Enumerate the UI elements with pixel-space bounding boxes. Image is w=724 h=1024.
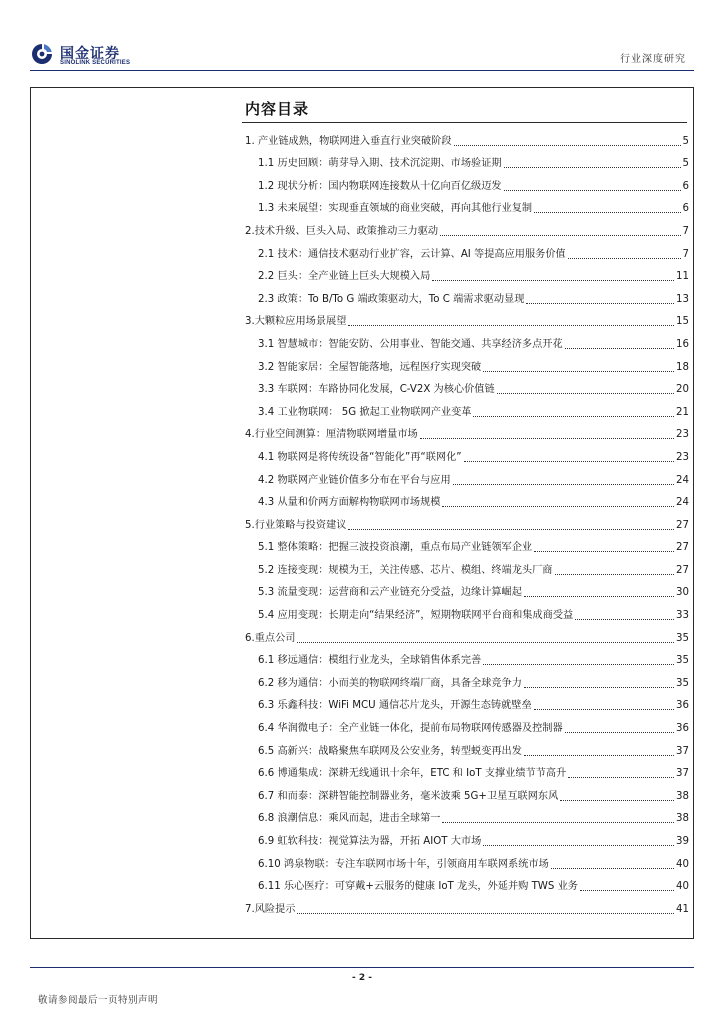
toc-page-number: 24: [676, 474, 689, 486]
toc-chapter-entry[interactable]: [242, 215, 689, 238]
toc-entry-label: 4.行业空间测算：厘清物联网增量市场: [245, 429, 418, 441]
toc-entry-label: 3.3 车联网：车路协同化发展，C-V2X 为核心价值链: [258, 384, 495, 396]
toc-page-number: 27: [676, 519, 689, 531]
toc-entry-label: 1.1 历史回顾：萌芽导入期、技术沉淀期、市场验证期: [258, 158, 502, 170]
toc-dot-leader: [483, 664, 674, 665]
toc-entry-label: 6.重点公司: [245, 632, 296, 644]
toc-page-number: 15: [676, 316, 689, 328]
toc-list: [242, 125, 689, 916]
toc-entry-label: 5.3 流量变现：运营商和云产业链充分受益，边缘计算崛起: [258, 587, 522, 599]
toc-section-entry[interactable]: [242, 667, 689, 690]
toc-dot-leader: [551, 868, 674, 869]
toc-title: 内容目录: [245, 100, 310, 118]
toc-dot-leader: [524, 687, 674, 688]
toc-section-entry[interactable]: [242, 396, 689, 419]
toc-section-entry[interactable]: [242, 758, 689, 781]
toc-entry-label: 5.4 应用变现：长期走向“结果经济”，短期物联网平台商和集成商受益: [258, 610, 574, 622]
toc-page-number: 23: [676, 429, 689, 441]
toc-dot-leader: [504, 190, 681, 191]
toc-page-number: 13: [676, 293, 689, 305]
toc-section-entry[interactable]: [242, 238, 689, 261]
toc-entry-label: 6.6 博通集成：深耕无线通讯十余年，ETC 和 IoT 支撑业绩节节高升: [258, 768, 567, 780]
toc-page-number: 35: [676, 677, 689, 689]
toc-page-number: 18: [676, 361, 689, 373]
toc-dot-leader: [297, 642, 674, 643]
toc-entry-label: 2.2 巨头：全产业链上巨头大规模入局: [258, 271, 431, 283]
toc-dot-leader: [348, 529, 674, 530]
toc-page-number: 41: [676, 903, 689, 915]
toc-dot-leader: [442, 506, 674, 507]
toc-entry-label: 5.2 连接变现：规模为王，关注传感、芯片、模组、终端龙头厂商: [258, 564, 553, 576]
toc-page-number: 23: [676, 451, 689, 463]
toc-page-number: 40: [676, 881, 689, 893]
toc-section-entry[interactable]: [242, 803, 689, 826]
toc-page-number: 38: [676, 813, 689, 825]
toc-section-entry[interactable]: [242, 441, 689, 464]
toc-entry-label: 3.4 工业物联网： 5G 掀起工业物联网产业变革: [258, 406, 472, 418]
toc-section-entry[interactable]: [242, 554, 689, 577]
toc-chapter-entry[interactable]: [242, 419, 689, 442]
sinolink-logo-icon: [30, 42, 54, 66]
toc-entry-label: 4.2 物联网产业链价值多分布在平台与应用: [258, 474, 451, 486]
toc-dot-leader: [575, 619, 674, 620]
toc-entry-label: 6.1 移远通信：模组行业龙头，全球销售体系完善: [258, 655, 482, 667]
toc-entry-label: 6.3 乐鑫科技：WiFi MCU 通信芯片龙头，开源生态铸就壁垒: [258, 700, 532, 712]
toc-section-entry[interactable]: [242, 374, 689, 397]
toc-section-entry[interactable]: [242, 825, 689, 848]
toc-page-number: 40: [676, 858, 689, 870]
toc-dot-leader: [483, 371, 674, 372]
toc-page-number: 24: [676, 497, 689, 509]
toc-dot-leader: [473, 416, 674, 417]
toc-page-number: 5: [682, 158, 689, 170]
toc-chapter-entry[interactable]: [242, 509, 689, 532]
toc-dot-leader: [524, 755, 674, 756]
toc-section-entry[interactable]: [242, 328, 689, 351]
toc-section-entry[interactable]: [242, 645, 689, 668]
toc-entry-label: 1.3 未来展望：实现垂直领域的商业突破，再向其他行业复制: [258, 203, 533, 215]
toc-section-entry[interactable]: [242, 871, 689, 894]
toc-section-entry[interactable]: [242, 170, 689, 193]
toc-section-entry[interactable]: [242, 193, 689, 216]
toc-page-number: 11: [676, 271, 689, 283]
toc-page-number: 16: [676, 338, 689, 350]
toc-page-number: 39: [676, 836, 689, 847]
toc-entry-label: 6.7 和而泰：深耕智能控制器业务，毫米波乘 5G+卫星互联网东风: [258, 790, 559, 802]
toc-section-entry[interactable]: [242, 599, 689, 622]
toc-entry-label: 4.1 物联网是将传统设备“智能化”再“联网化”: [258, 451, 462, 463]
toc-entry-label: 5.行业策略与投资建议: [245, 519, 347, 531]
report-type-label: 行业深度研究: [620, 54, 686, 65]
toc-dot-leader: [483, 845, 674, 846]
toc-dot-leader: [534, 709, 674, 710]
toc-page-number: 27: [676, 542, 689, 554]
toc-section-entry[interactable]: [242, 464, 689, 487]
toc-chapter-entry[interactable]: [242, 622, 689, 645]
toc-entry-label: 4.3 从量和价两方面解构物联网市场规模: [258, 497, 441, 509]
toc-section-entry[interactable]: [242, 148, 689, 171]
toc-page-number: 6: [682, 180, 689, 192]
toc-entry-label: 6.10 鸿泉物联：专注车联网市场十年，引领商用车联网系统市场: [258, 858, 549, 870]
toc-page-number: 33: [676, 610, 689, 622]
toc-dot-leader: [565, 348, 674, 349]
page-header: [0, 0, 724, 70]
toc-page-number: 7: [682, 248, 689, 260]
toc-entry-label: 1. 产业链成熟，物联网进入垂直行业突破阶段: [245, 135, 452, 147]
toc-dot-leader: [560, 800, 674, 801]
toc-page-number: 30: [676, 587, 689, 599]
toc-entry-label: 6.5 高新兴：战略聚焦车联网及公安业务，转型蜕变再出发: [258, 745, 522, 757]
toc-chapter-entry[interactable]: [242, 893, 689, 916]
toc-chapter-entry[interactable]: [242, 306, 689, 329]
toc-dot-leader: [297, 913, 674, 914]
toc-dot-leader: [524, 596, 674, 597]
toc-page-number: 35: [676, 632, 689, 644]
toc-chapter-entry[interactable]: [242, 125, 689, 148]
toc-section-entry[interactable]: [242, 690, 689, 713]
toc-dot-leader: [442, 822, 674, 823]
toc-page-number: 21: [676, 406, 689, 418]
toc-dot-leader: [454, 145, 681, 146]
toc-section-entry[interactable]: [242, 283, 689, 306]
toc-entry-label: 2.1 技术：通信技术驱动行业扩容，云计算、AI 等提高应用服务价值: [258, 248, 566, 260]
logo-cn-text: 国金证券: [60, 46, 120, 62]
toc-entry-label: 2.3 政策：To B/To G 端政策驱动大，To C 端需求驱动显现: [258, 293, 525, 305]
toc-page-number: 5: [682, 135, 689, 147]
header-divider: [30, 70, 694, 71]
toc-entry-label: 3.1 智慧城市：智能安防、公用事业、智能交通、共享经济多点开花: [258, 338, 563, 350]
toc-page-number: 6: [682, 203, 689, 215]
toc-page-number: 37: [676, 768, 689, 780]
toc-entry-label: 2.技术升级、巨头入局、政策推动三力驱动: [245, 225, 439, 237]
toc-entry-label: 5.1 整体策略：把握三波投资浪潮，重点布局产业链领军企业: [258, 542, 533, 554]
toc-entry-label: 7.风险提示: [245, 903, 296, 915]
toc-entry-label: 6.8 浪潮信息：乘风而起，进击全球第一: [258, 813, 441, 825]
table-of-contents: [30, 87, 694, 939]
toc-section-entry[interactable]: [242, 261, 689, 284]
toc-section-entry[interactable]: [242, 848, 689, 871]
toc-section-entry[interactable]: [242, 577, 689, 600]
toc-entry-label: 3.2 智能家居：全屋智能落地，远程医疗实现突破: [258, 361, 482, 373]
toc-dot-leader: [453, 484, 674, 485]
toc-dot-leader: [534, 551, 674, 552]
toc-title-divider: [242, 122, 687, 123]
toc-entry-label: 6.4 华润微电子：全产业链一体化，提前布局物联网传感器及控制器: [258, 723, 563, 735]
toc-section-entry[interactable]: [242, 780, 689, 803]
toc-page-number: 27: [676, 564, 689, 576]
toc-dot-leader: [440, 235, 680, 236]
toc-entry-label: 6.9 虹软科技：视觉算法为器，开拓 AIOT 大市场: [258, 836, 482, 847]
toc-entry-label: 6.11 乐心医疗：可穿戴+云服务的健康 IoT 龙头，外延并购 TWS 业务: [258, 881, 578, 893]
footer-divider: [30, 967, 694, 968]
toc-dot-leader: [348, 325, 674, 326]
toc-section-entry[interactable]: [242, 735, 689, 758]
toc-section-entry[interactable]: [242, 532, 689, 555]
toc-dot-leader: [432, 280, 674, 281]
page-number: - 2 -: [352, 973, 372, 983]
toc-dot-leader: [565, 732, 674, 733]
toc-dot-leader: [420, 438, 674, 439]
toc-section-entry[interactable]: [242, 712, 689, 735]
toc-dot-leader: [504, 167, 681, 168]
toc-page-number: 20: [676, 384, 689, 396]
toc-dot-leader: [526, 303, 674, 304]
toc-entry-label: 6.2 移为通信：小而美的物联网终端厂商，具备全球竞争力: [258, 677, 522, 689]
toc-dot-leader: [534, 212, 680, 213]
disclaimer-text: 敬请参阅最后一页特别声明: [38, 995, 159, 1006]
toc-dot-leader: [568, 258, 681, 259]
toc-dot-leader: [555, 574, 675, 575]
toc-section-entry[interactable]: [242, 487, 689, 510]
toc-dot-leader: [497, 393, 674, 394]
toc-page-number: 38: [676, 790, 689, 802]
toc-entry-label: 3.大颗粒应用场景展望: [245, 316, 347, 328]
logo-en-text: SINOLINK SECURITIES: [60, 60, 131, 66]
toc-entry-label: 1.2 现状分析：国内物联网连接数从十亿向百亿级迈发: [258, 180, 502, 192]
toc-dot-leader: [568, 777, 674, 778]
toc-page-number: 36: [676, 723, 689, 735]
toc-dot-leader: [580, 890, 674, 891]
toc-section-entry[interactable]: [242, 351, 689, 374]
toc-page-number: 36: [676, 700, 689, 712]
toc-page-number: 37: [676, 745, 689, 757]
toc-page-number: 35: [676, 655, 689, 667]
toc-dot-leader: [464, 461, 674, 462]
toc-page-number: 7: [682, 225, 689, 237]
